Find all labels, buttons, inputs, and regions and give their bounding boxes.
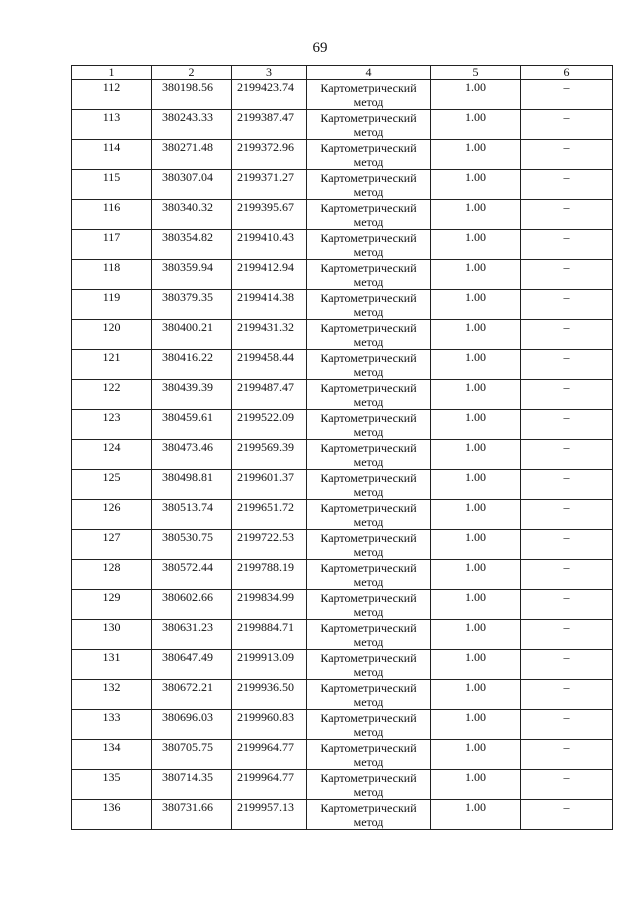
table-row [72,680,613,710]
table-row [72,200,613,230]
method-line-1: Картометрический [320,321,417,335]
method-line-1: Картометрический [320,651,417,665]
accuracy-cell: 1.00 [431,200,521,230]
x-coordinate-cell: 380602.66 [152,590,232,620]
x-coordinate-cell: 380354.82 [152,230,232,260]
table-row [72,290,613,320]
note-cell: – [521,740,613,770]
method-line-1: Картометрический [320,681,417,695]
method-line-1: Картометрический [320,561,417,575]
method-cell [307,140,431,170]
accuracy-cell: 1.00 [431,380,521,410]
x-coordinate-cell: 380705.75 [152,740,232,770]
point-number-cell: 127 [72,530,152,560]
y-coordinate-cell: 2199722.53 [232,530,307,560]
note-cell: – [521,80,613,110]
y-coordinate-cell: 2199957.13 [232,800,307,830]
accuracy-cell: 1.00 [431,470,521,500]
method-line-1: Картометрический [320,441,417,455]
table-body [72,80,613,830]
y-coordinate-cell: 2199834.99 [232,590,307,620]
y-coordinate-cell: 2199913.09 [232,650,307,680]
y-coordinate-cell: 2199788.19 [232,560,307,590]
point-number-cell: 131 [72,650,152,680]
method-line-2: метод [353,485,384,499]
accuracy-cell: 1.00 [431,650,521,680]
y-coordinate-cell: 2199372.96 [232,140,307,170]
accuracy-cell: 1.00 [431,680,521,710]
accuracy-cell: 1.00 [431,770,521,800]
point-number-cell: 136 [72,800,152,830]
method-line-2: метод [353,545,384,559]
table-row [72,260,613,290]
method-line-2: метод [353,635,384,649]
accuracy-cell: 1.00 [431,710,521,740]
table-row [72,80,613,110]
table-row [72,320,613,350]
x-coordinate-cell: 380513.74 [152,500,232,530]
note-cell: – [521,110,613,140]
accuracy-cell: 1.00 [431,560,521,590]
table-row [72,590,613,620]
point-number-cell: 114 [72,140,152,170]
y-coordinate-cell: 2199410.43 [232,230,307,260]
note-cell: – [521,440,613,470]
x-coordinate-cell: 380416.22 [152,350,232,380]
x-coordinate-cell: 380439.39 [152,380,232,410]
table-row [72,500,613,530]
note-cell: – [521,170,613,200]
y-coordinate-cell: 2199414.38 [232,290,307,320]
table-row [72,770,613,800]
y-coordinate-cell: 2199387.47 [232,110,307,140]
point-number-cell: 135 [72,770,152,800]
method-cell [307,590,431,620]
method-line-1: Картометрический [320,501,417,515]
table-row [72,740,613,770]
note-cell: – [521,590,613,620]
method-line-2: метод [353,275,384,289]
method-cell [307,680,431,710]
y-coordinate-cell: 2199884.71 [232,620,307,650]
method-line-1: Картометрический [320,141,417,155]
point-number-cell: 125 [72,470,152,500]
x-coordinate-cell: 380340.32 [152,200,232,230]
y-coordinate-cell: 2199522.09 [232,410,307,440]
y-coordinate-cell: 2199371.27 [232,170,307,200]
header-cell-5: 5 [431,66,521,80]
method-line-2: метод [353,305,384,319]
x-coordinate-cell: 380271.48 [152,140,232,170]
table-row [72,620,613,650]
x-coordinate-cell: 380647.49 [152,650,232,680]
method-line-1: Картометрический [320,291,417,305]
accuracy-cell: 1.00 [431,500,521,530]
point-number-cell: 118 [72,260,152,290]
x-coordinate-cell: 380731.66 [152,800,232,830]
point-number-cell: 128 [72,560,152,590]
x-coordinate-cell: 380359.94 [152,260,232,290]
x-coordinate-cell: 380379.35 [152,290,232,320]
method-line-1: Картометрический [320,411,417,425]
y-coordinate-cell: 2199569.39 [232,440,307,470]
accuracy-cell: 1.00 [431,320,521,350]
x-coordinate-cell: 380714.35 [152,770,232,800]
method-cell [307,350,431,380]
method-line-1: Картометрический [320,171,417,185]
y-coordinate-cell: 2199651.72 [232,500,307,530]
header-cell-3: 3 [232,66,307,80]
method-cell [307,800,431,830]
method-line-2: метод [353,125,384,139]
method-line-2: метод [353,815,384,829]
y-coordinate-cell: 2199423.74 [232,80,307,110]
x-coordinate-cell: 380243.33 [152,110,232,140]
table-row [72,530,613,560]
table-row [72,110,613,140]
table-row [72,470,613,500]
header-cell-6: 6 [521,66,613,80]
x-coordinate-cell: 380696.03 [152,710,232,740]
accuracy-cell: 1.00 [431,110,521,140]
method-line-2: метод [353,725,384,739]
y-coordinate-cell: 2199964.77 [232,770,307,800]
point-number-cell: 113 [72,110,152,140]
y-coordinate-cell: 2199431.32 [232,320,307,350]
method-cell [307,410,431,440]
point-number-cell: 134 [72,740,152,770]
method-line-2: метод [353,95,384,109]
table-row [72,410,613,440]
point-number-cell: 124 [72,440,152,470]
note-cell: – [521,800,613,830]
y-coordinate-cell: 2199395.67 [232,200,307,230]
note-cell: – [521,710,613,740]
method-cell [307,530,431,560]
method-line-1: Картометрический [320,621,417,635]
method-line-2: метод [353,455,384,469]
note-cell: – [521,380,613,410]
method-line-2: метод [353,665,384,679]
method-line-1: Картометрический [320,711,417,725]
method-line-2: метод [353,155,384,169]
x-coordinate-cell: 380530.75 [152,530,232,560]
table-row [72,140,613,170]
x-coordinate-cell: 380307.04 [152,170,232,200]
method-line-1: Картометрический [320,471,417,485]
method-line-2: метод [353,515,384,529]
method-line-2: метод [353,185,384,199]
accuracy-cell: 1.00 [431,80,521,110]
method-line-2: метод [353,245,384,259]
method-cell [307,500,431,530]
note-cell: – [521,470,613,500]
table-header [72,66,613,80]
header-cell-1: 1 [72,66,152,80]
point-number-cell: 112 [72,80,152,110]
method-line-1: Картометрический [320,741,417,755]
accuracy-cell: 1.00 [431,530,521,560]
x-coordinate-cell: 380198.56 [152,80,232,110]
note-cell: – [521,350,613,380]
method-line-2: метод [353,395,384,409]
x-coordinate-cell: 380672.21 [152,680,232,710]
method-cell [307,80,431,110]
x-coordinate-cell: 380572.44 [152,560,232,590]
method-cell [307,380,431,410]
table-row [72,800,613,830]
point-number-cell: 126 [72,500,152,530]
accuracy-cell: 1.00 [431,170,521,200]
accuracy-cell: 1.00 [431,290,521,320]
method-line-2: метод [353,755,384,769]
table-row [72,650,613,680]
point-number-cell: 119 [72,290,152,320]
note-cell: – [521,530,613,560]
method-cell [307,440,431,470]
y-coordinate-cell: 2199458.44 [232,350,307,380]
x-coordinate-cell: 380631.23 [152,620,232,650]
accuracy-cell: 1.00 [431,440,521,470]
method-cell [307,470,431,500]
note-cell: – [521,320,613,350]
accuracy-cell: 1.00 [431,260,521,290]
method-cell [307,710,431,740]
method-line-2: метод [353,575,384,589]
note-cell: – [521,410,613,440]
y-coordinate-cell: 2199412.94 [232,260,307,290]
method-line-1: Картометрический [320,771,417,785]
note-cell: – [521,680,613,710]
accuracy-cell: 1.00 [431,740,521,770]
point-number-cell: 121 [72,350,152,380]
accuracy-cell: 1.00 [431,230,521,260]
point-number-cell: 132 [72,680,152,710]
accuracy-cell: 1.00 [431,620,521,650]
table-row [72,380,613,410]
table-row [72,560,613,590]
method-cell [307,740,431,770]
table-row [72,350,613,380]
table-row [72,170,613,200]
method-cell [307,260,431,290]
y-coordinate-cell: 2199936.50 [232,680,307,710]
method-line-2: метод [353,695,384,709]
point-number-cell: 116 [72,200,152,230]
header-cell-2: 2 [152,66,232,80]
note-cell: – [521,620,613,650]
method-cell [307,620,431,650]
method-line-1: Картометрический [320,801,417,815]
point-number-cell: 130 [72,620,152,650]
method-line-2: метод [353,425,384,439]
note-cell: – [521,560,613,590]
method-line-2: метод [353,335,384,349]
page-number: 69 [312,40,328,56]
note-cell: – [521,500,613,530]
note-cell: – [521,260,613,290]
method-cell [307,560,431,590]
method-line-1: Картометрический [320,351,417,365]
method-line-1: Картометрический [320,381,417,395]
point-number-cell: 122 [72,380,152,410]
point-number-cell: 117 [72,230,152,260]
method-cell [307,650,431,680]
method-cell [307,110,431,140]
point-number-cell: 133 [72,710,152,740]
point-number-cell: 120 [72,320,152,350]
note-cell: – [521,200,613,230]
method-line-1: Картометрический [320,261,417,275]
method-line-2: метод [353,365,384,379]
note-cell: – [521,650,613,680]
note-cell: – [521,770,613,800]
accuracy-cell: 1.00 [431,140,521,170]
method-cell [307,320,431,350]
method-line-1: Картометрический [320,591,417,605]
y-coordinate-cell: 2199601.37 [232,470,307,500]
accuracy-cell: 1.00 [431,350,521,380]
coordinates-table [71,65,613,830]
method-line-2: метод [353,785,384,799]
note-cell: – [521,230,613,260]
method-cell [307,200,431,230]
method-line-1: Картометрический [320,531,417,545]
method-line-2: метод [353,215,384,229]
method-line-1: Картометрический [320,111,417,125]
y-coordinate-cell: 2199964.77 [232,740,307,770]
method-line-1: Картометрический [320,201,417,215]
method-cell [307,230,431,260]
accuracy-cell: 1.00 [431,410,521,440]
x-coordinate-cell: 380473.46 [152,440,232,470]
x-coordinate-cell: 380400.21 [152,320,232,350]
table-row [72,440,613,470]
note-cell: – [521,290,613,320]
accuracy-cell: 1.00 [431,590,521,620]
method-cell [307,290,431,320]
header-cell-4: 4 [307,66,431,80]
y-coordinate-cell: 2199960.83 [232,710,307,740]
accuracy-cell: 1.00 [431,800,521,830]
point-number-cell: 123 [72,410,152,440]
method-line-1: Картометрический [320,81,417,95]
x-coordinate-cell: 380459.61 [152,410,232,440]
method-cell [307,170,431,200]
table-row [72,230,613,260]
point-number-cell: 129 [72,590,152,620]
method-line-1: Картометрический [320,231,417,245]
point-number-cell: 115 [72,170,152,200]
method-line-2: метод [353,605,384,619]
header-row [72,66,613,80]
y-coordinate-cell: 2199487.47 [232,380,307,410]
table-row [72,710,613,740]
method-cell [307,770,431,800]
x-coordinate-cell: 380498.81 [152,470,232,500]
note-cell: – [521,140,613,170]
